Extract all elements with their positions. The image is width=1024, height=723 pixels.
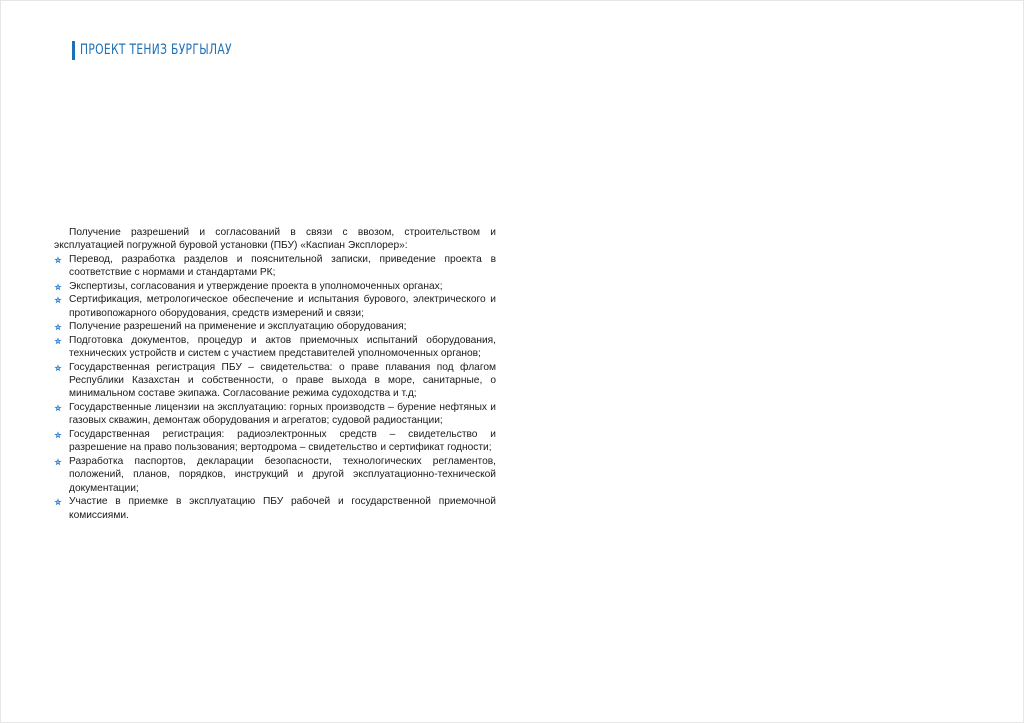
list-item xyxy=(54,280,496,293)
list-item xyxy=(54,293,496,320)
star-bullet-icon xyxy=(54,256,62,264)
list-item xyxy=(54,495,496,522)
bullet-list xyxy=(54,253,496,522)
intro-paragraph: Получение разрешений и согласований в связи с ввозом, строительством и эксплуатацией погружной буровой установки (ПБУ) «Каспиан Эксплорер»: xyxy=(54,227,496,252)
list-item-text: Государственная регистрация: радиоэлектронных средств – свидетельство и разрешение на право пользования; вертодрома – свидетельство и сертификат годности; xyxy=(69,428,496,454)
list-item-text: Подготовка документов, процедур и актов приемочных испытаний оборудования, технических устройств и систем с участием представителей уполномоченных органов; xyxy=(69,334,496,360)
list-item-text: Государственная регистрация ПБУ – свидетельства: о праве плавания под флагом Республики Казахстан и собственности, о праве выхода в море, санитарные, о минимальном составе экипажа. Согласование режима судоходства и т.д; xyxy=(69,361,496,400)
star-bullet-icon xyxy=(54,364,62,372)
star-bullet-icon xyxy=(54,283,62,291)
document-body xyxy=(54,226,496,522)
header-accent-bar xyxy=(72,41,75,60)
list-item xyxy=(54,428,496,455)
star-bullet-icon xyxy=(54,498,62,506)
list-item xyxy=(54,361,496,401)
list-item-text: Разработка паспортов, декларации безопасности, технологических регламентов, положений, планов, порядков, инструкций и другой эксплуатационно-технической документации; xyxy=(69,455,496,494)
list-item-text: Экспертизы, согласования и утверждение проекта в уполномоченных органах; xyxy=(69,280,443,292)
list-item-text: Получение разрешений на применение и эксплуатацию оборудования; xyxy=(69,321,407,333)
star-bullet-icon xyxy=(54,458,62,466)
list-item-text: Перевод, разработка разделов и пояснительной записки, приведение проекта в соответствие с нормами и стандартами РК; xyxy=(69,253,496,279)
page-header xyxy=(72,40,265,60)
list-item xyxy=(54,253,496,280)
page-title: ПРОЕКТ ТЕНИЗ БУРГЫЛАУ xyxy=(80,42,232,58)
list-item xyxy=(54,320,496,333)
star-bullet-icon xyxy=(54,296,62,304)
list-item-text: Государственные лицензии на эксплуатацию: горных производств – бурение нефтяных и газовых скважин, демонтаж оборудования и агрегатов; судовой радиостанции; xyxy=(69,401,496,427)
list-item-text: Участие в приемке в эксплуатацию ПБУ рабочей и государственной приемочной комиссиями. xyxy=(69,496,496,521)
list-item xyxy=(54,401,496,428)
star-bullet-icon xyxy=(54,404,62,412)
list-item xyxy=(54,334,496,361)
list-item-text: Сертификация, метрологическое обеспечение и испытания бурового, электрического и противопожарного оборудования, средств измерений и связи; xyxy=(69,294,496,319)
star-bullet-icon xyxy=(54,337,62,345)
star-bullet-icon xyxy=(54,323,62,331)
star-bullet-icon xyxy=(54,431,62,439)
list-item xyxy=(54,455,496,495)
